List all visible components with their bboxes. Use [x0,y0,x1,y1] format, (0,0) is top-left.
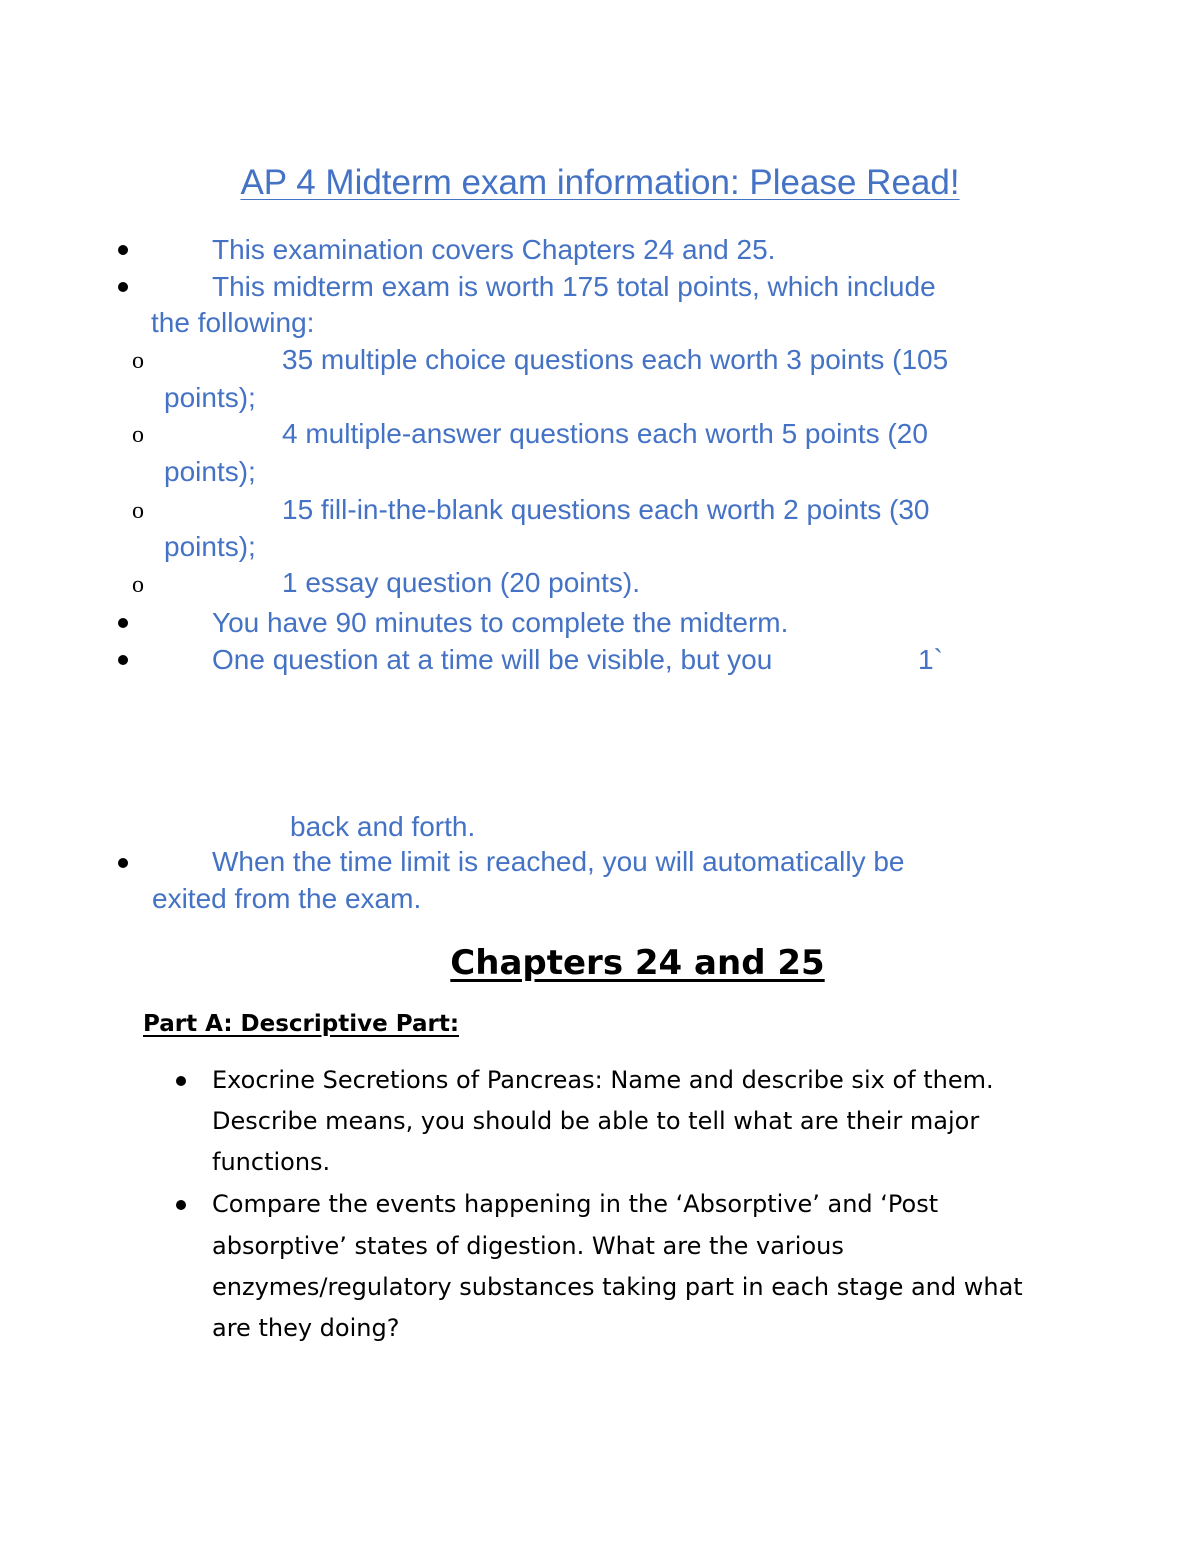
part-a-item-compare-cont2: enzymes/regulatory substances taking part in each stage and what [212,1273,1023,1301]
bullet-icon [118,655,128,665]
bullet-icon [176,1200,186,1210]
info-item-time-limit-cont: exited from the exam. [152,883,422,914]
bullet-icon [118,618,128,628]
info-item-visibility-stray: 1` [918,644,943,675]
sub-item-essay: 1 essay question (20 points). [282,567,640,598]
bullet-icon [118,245,128,255]
page-title: AP 4 Midterm exam information: Please Read! [240,163,960,202]
bullet-icon [176,1076,186,1086]
sub-item-multiple-answer: 4 multiple-answer questions each worth 5 points (20 [282,418,928,449]
bullet-icon [118,858,128,868]
bullet-icon [118,282,128,292]
sub-bullet-icon: o [132,348,144,374]
info-item-points: This midterm exam is worth 175 total points, which include [212,271,936,302]
info-item-visibility-cont: back and forth. [290,811,476,842]
part-a-heading: Part A: Descriptive Part: [143,1011,460,1037]
sub-bullet-icon: o [132,498,144,524]
info-item-coverage: This examination covers Chapters 24 and 25. [212,234,776,265]
sub-item-multiple-choice-cont: points); [164,382,256,413]
sub-item-fill-in-blank-cont: points); [164,531,256,562]
info-item-time-limit: When the time limit is reached, you will automatically be [212,846,905,877]
sub-item-multiple-answer-cont: points); [164,456,256,487]
sub-bullet-icon: o [132,572,144,598]
part-a-item-exocrine-cont2: functions. [212,1148,331,1176]
part-a-item-compare-cont3: are they doing? [212,1314,400,1342]
part-a-item-exocrine: Exocrine Secretions of Pancreas: Name and describe six of them. [212,1066,994,1094]
info-item-time: You have 90 minutes to complete the midterm. [212,607,789,638]
part-a-item-exocrine-cont: Describe means, you should be able to tell what are their major [212,1107,980,1135]
section-heading: Chapters 24 and 25 [450,943,825,983]
sub-item-fill-in-blank: 15 fill-in-the-blank questions each worth 2 points (30 [282,494,930,525]
sub-bullet-icon: o [132,422,144,448]
sub-item-multiple-choice: 35 multiple choice questions each worth 3 points (105 [282,344,949,375]
info-item-points-cont: the following: [151,307,315,338]
info-item-visibility: One question at a time will be visible, but you [212,644,773,675]
part-a-item-compare-cont: absorptive’ states of digestion. What are the various [212,1232,844,1260]
part-a-item-compare: Compare the events happening in the ‘Absorptive’ and ‘Post [212,1190,939,1218]
